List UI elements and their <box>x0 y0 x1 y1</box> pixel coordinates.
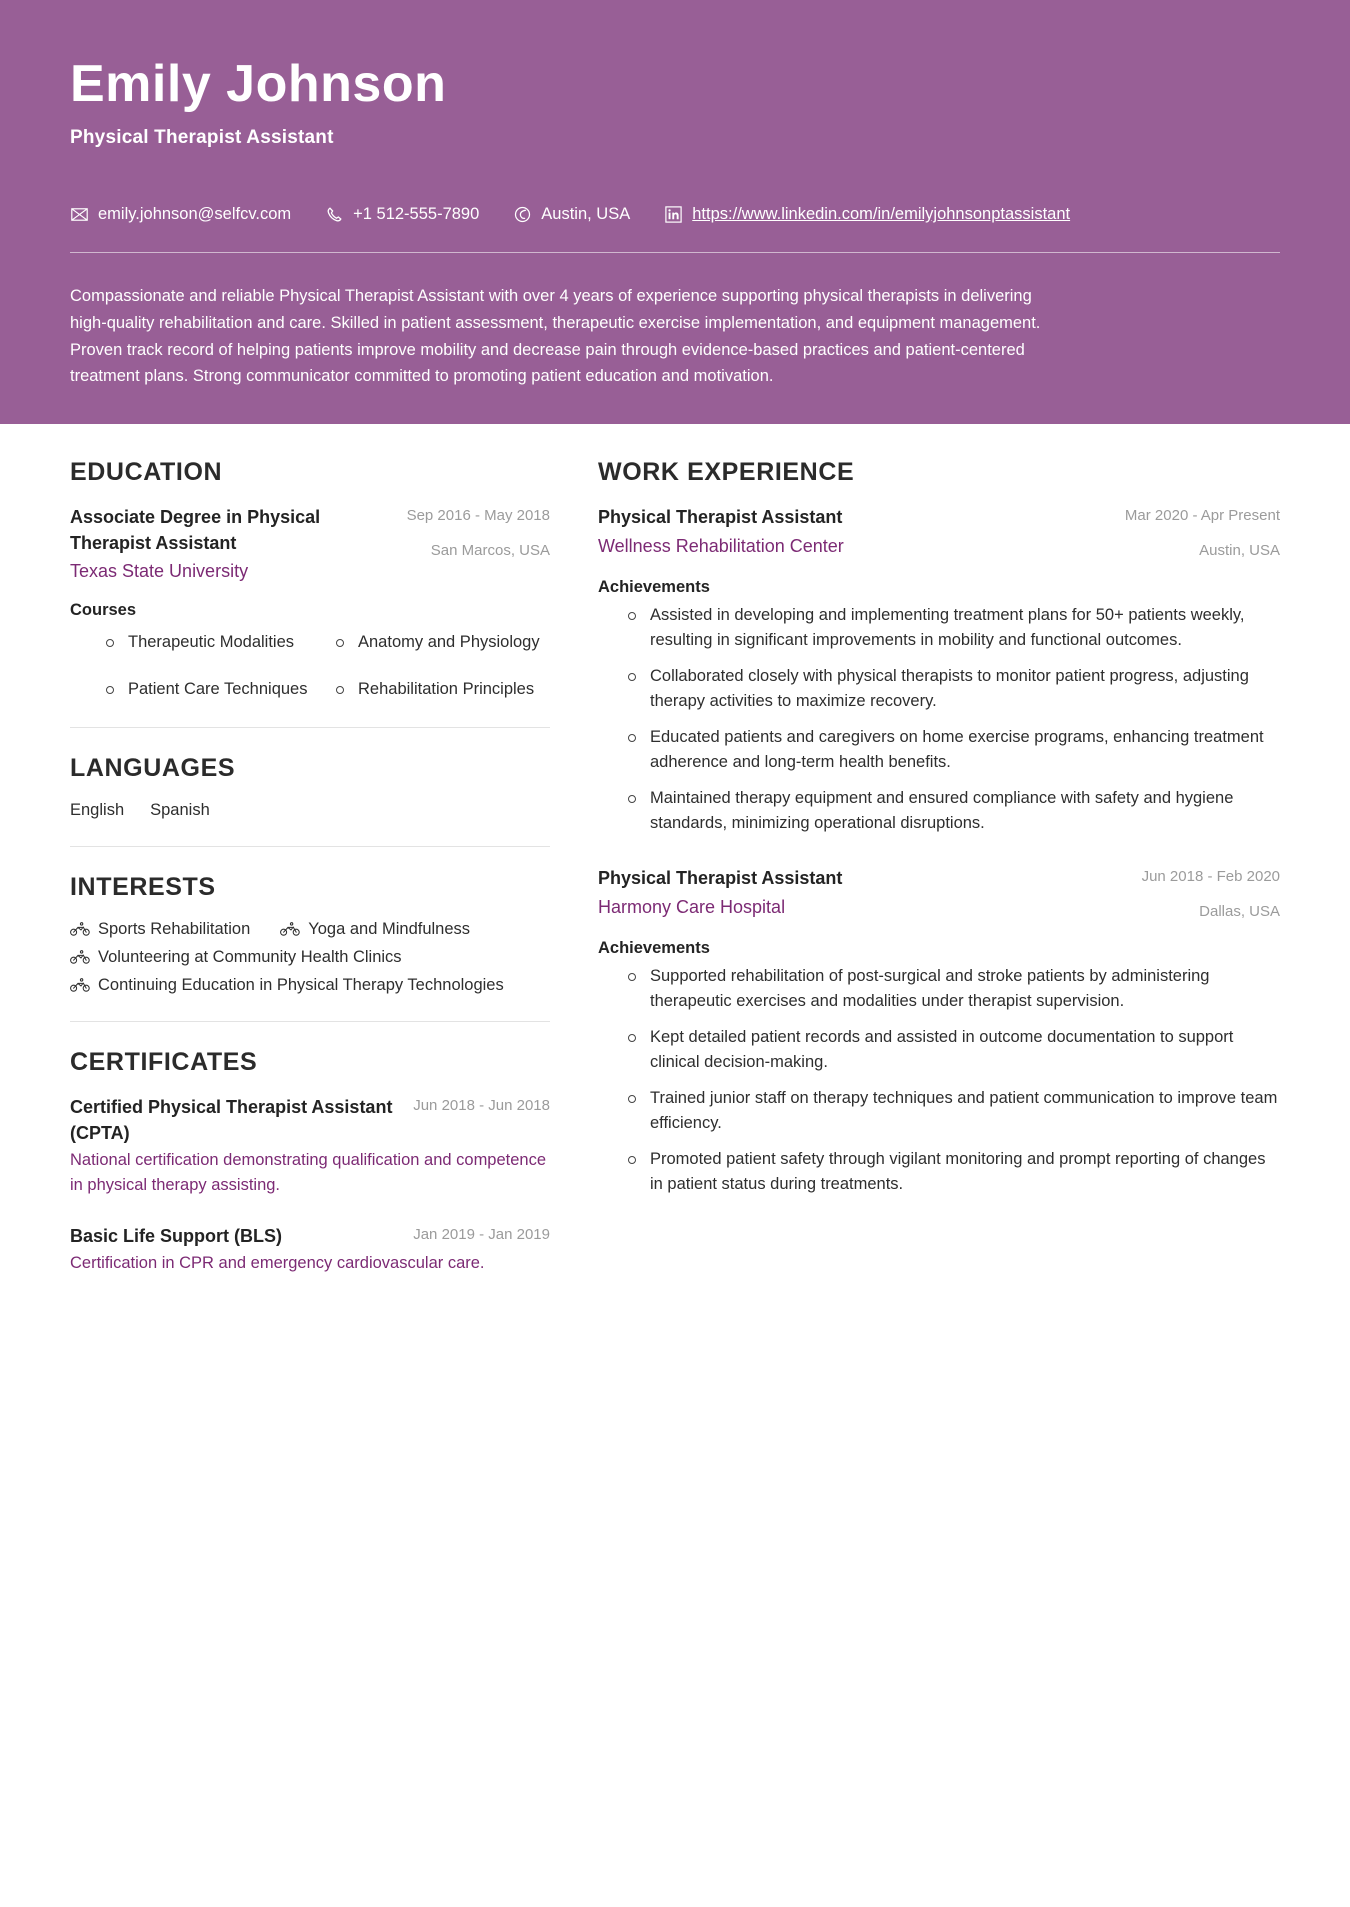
contact-phone-text: +1 512-555-7890 <box>353 205 480 224</box>
job-role: Physical Therapist Assistant <box>598 868 843 889</box>
contact-email-text: emily.johnson@selfcv.com <box>98 205 292 224</box>
certificate-entry-head <box>70 1224 550 1250</box>
interest-label: Continuing Education in Physical Therapy Technologies <box>98 975 504 994</box>
education-entry-head <box>70 505 550 585</box>
section-certificates <box>70 1048 550 1276</box>
section-education <box>70 458 550 701</box>
course-item: Therapeutic Modalities <box>106 630 320 654</box>
certificate-entry <box>70 1224 550 1276</box>
section-work-experience <box>598 458 1280 1197</box>
achievement-item: Kept detailed patient records and assisted in outcome documentation to support clinical decision-making. <box>628 1025 1280 1075</box>
interests-heading: INTERESTS <box>70 872 216 901</box>
course-item: Anatomy and Physiology <box>336 630 550 654</box>
certificate-date: Jun 2018 - Jun 2018 <box>413 1096 550 1114</box>
certificate-description: National certification demonstrating qualification and competence in physical therapy assisting. <box>70 1151 547 1194</box>
work-experience-heading: WORK EXPERIENCE <box>598 458 855 487</box>
certificate-entry <box>70 1095 550 1198</box>
section-interests <box>70 873 550 995</box>
bicycle-icon <box>70 977 90 993</box>
language-item: Spanish <box>150 800 210 819</box>
achievements-list <box>598 603 1280 837</box>
section-divider <box>70 727 550 728</box>
page-title: Emily Johnson <box>70 55 447 113</box>
contact-linkedin[interactable] <box>664 205 1070 224</box>
contact-location-text: Austin, USA <box>541 205 631 224</box>
course-item: Patient Care Techniques <box>106 677 320 701</box>
achievement-item: Promoted patient safety through vigilant monitoring and prompt reporting of changes in patient status during treatments. <box>628 1147 1280 1197</box>
job-company: Wellness Rehabilitation Center <box>598 535 844 556</box>
certificate-name: Basic Life Support (BLS) <box>70 1225 283 1246</box>
achievement-item: Assisted in developing and implementing treatment plans for 50+ patients weekly, resulting in significant improvements in mobility and functional outcomes. <box>628 603 1280 653</box>
interest-label: Volunteering at Community Health Clinics <box>98 947 402 966</box>
job-location: Austin, USA <box>1199 541 1280 559</box>
certificates-heading: CERTIFICATES <box>70 1047 258 1076</box>
job-company: Harmony Care Hospital <box>598 896 786 917</box>
language-item: English <box>70 800 125 819</box>
section-languages <box>70 754 550 820</box>
certificate-description: Certification in CPR and emergency cardiovascular care. <box>70 1254 485 1273</box>
interest-label: Sports Rehabilitation <box>98 919 251 938</box>
interest-item <box>280 920 470 939</box>
section-divider <box>70 1021 550 1022</box>
job-date: Jun 2018 - Feb 2020 <box>1141 868 1280 886</box>
languages-list <box>70 801 550 820</box>
phone-icon <box>325 205 344 224</box>
interests-row <box>70 976 550 995</box>
interest-item <box>70 920 250 939</box>
resume-header <box>0 0 1350 424</box>
education-entry <box>70 505 550 701</box>
job-entry <box>598 505 1280 836</box>
contact-row <box>70 205 1280 224</box>
profile-summary: Compassionate and reliable Physical Therapist Assistant with over 4 years of experience supporting physical therapists in delivering high-quality rehabilitation and care. Skilled in patient assessment, therapeutic exercise implementation, and equipment management. Proven track record of helping patients improve mobility and decrease pain through evidence-based practices and patient-centered treatment plans. Strong communicator committed to promoting patient education and motivation. <box>70 287 1041 386</box>
education-location: San Marcos, USA <box>430 541 550 559</box>
bicycle-icon <box>70 921 90 937</box>
certificate-date: Jan 2019 - Jan 2019 <box>413 1225 550 1243</box>
interest-item <box>70 976 504 995</box>
job-entry <box>598 866 1280 1197</box>
interests-row <box>70 948 550 967</box>
education-date: Sep 2016 - May 2018 <box>406 507 550 525</box>
contact-phone[interactable] <box>325 205 479 224</box>
contact-linkedin-link[interactable]: https://www.linkedin.com/in/emilyjohnsonptassistant <box>692 205 1071 224</box>
achievement-item: Trained junior staff on therapy techniques and patient communication to improve team efficiency. <box>628 1086 1280 1136</box>
education-degree: Associate Degree in Physical Therapist Assistant <box>70 507 321 553</box>
job-role: Physical Therapist Assistant <box>598 507 843 528</box>
achievement-item: Maintained therapy equipment and ensured compliance with safety and hygiene standards, minimizing operational disruptions. <box>628 786 1280 836</box>
resume-body <box>0 424 1350 1362</box>
achievement-item: Educated patients and caregivers on home exercise programs, enhancing treatment adherence and long-term health benefits. <box>628 725 1280 775</box>
bicycle-icon <box>280 921 300 937</box>
section-divider <box>70 846 550 847</box>
email-icon <box>70 205 89 224</box>
achievement-item: Supported rehabilitation of post-surgical and stroke patients by administering therapeutic exercises and modalities under therapist supervision. <box>628 964 1280 1014</box>
job-headline: Physical Therapist Assistant <box>70 127 334 149</box>
interests-row <box>70 920 550 939</box>
certificate-name: Certified Physical Therapist Assistant (CPTA) <box>70 1096 393 1143</box>
job-entry-head <box>598 866 1280 923</box>
job-date: Mar 2020 - Apr Present <box>1124 507 1280 525</box>
achievements-label: Achievements <box>598 577 710 596</box>
courses-label: Courses <box>70 601 137 620</box>
job-entry-head <box>598 505 1280 562</box>
certificate-entry-head <box>70 1095 550 1146</box>
linkedin-icon <box>664 205 683 224</box>
interest-item <box>70 948 402 967</box>
interest-label: Yoga and Mindfulness <box>308 919 471 938</box>
interests-list <box>70 920 550 995</box>
bicycle-icon <box>70 949 90 965</box>
courses-list <box>70 630 550 701</box>
left-column <box>70 458 550 1302</box>
contact-location[interactable] <box>513 205 630 224</box>
achievement-item: Collaborated closely with physical therapists to monitor patient progress, adjusting therapy activities to maximize recovery. <box>628 664 1280 714</box>
location-icon <box>513 205 532 224</box>
education-school: Texas State University <box>70 561 249 582</box>
achievements-list <box>598 964 1280 1198</box>
right-column <box>598 458 1280 1227</box>
contact-email[interactable] <box>70 205 291 224</box>
achievements-label: Achievements <box>598 938 710 957</box>
header-divider <box>70 252 1280 253</box>
course-item: Rehabilitation Principles <box>336 677 550 701</box>
languages-heading: LANGUAGES <box>70 753 236 782</box>
education-heading: EDUCATION <box>70 458 223 487</box>
job-location: Dallas, USA <box>1199 902 1280 920</box>
